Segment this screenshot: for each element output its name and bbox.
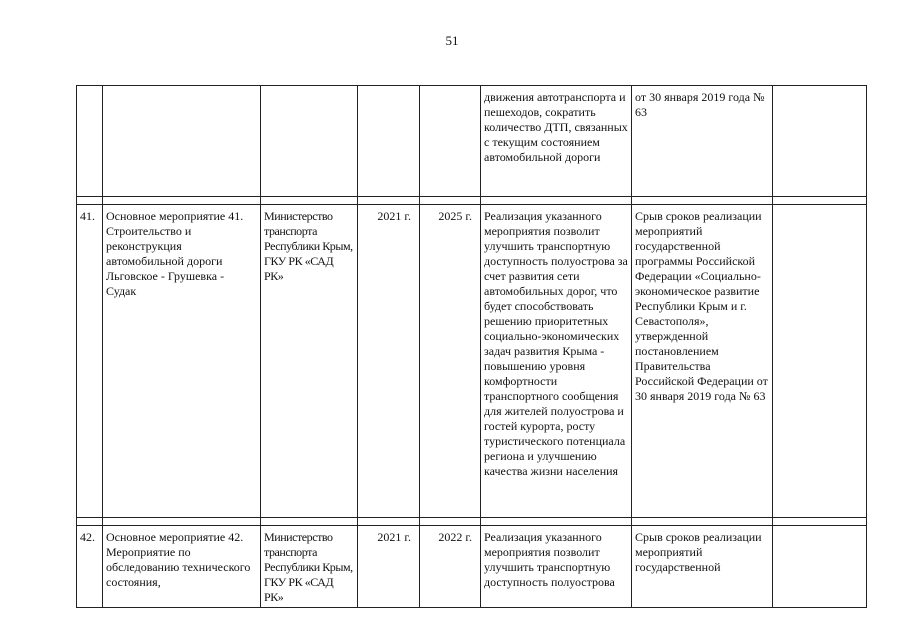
table-row [77,526,867,608]
cell-number: 42. [77,526,103,608]
cell-end [420,86,481,197]
cell-measure: Основное мероприятие 41. Строительство и реконструкция автомобильной дороги Льговское - Грушевка - Судак [103,205,261,518]
cell-result: Реализация указанного мероприятия позволит улучшить транспортную доступность полуострова за счет развития сети автомобильных дорог, что будет способствовать решению приоритетных социально-экономических задач развития Крыма - повышению уровня комфортности транспортного сообщения для жителей полуострова и гостей курорта, росту туристического потенциала региона и улучшению качества жизни населения [481,205,632,518]
row-gap [77,518,867,526]
table-row [77,86,867,197]
table-row [77,205,867,518]
cell-measure [103,86,261,197]
cell-result: движения автотранспорта и пешеходов, сократить количество ДТП, связанных с текущим состоянием автомобильной дороги [481,86,632,197]
cell-number: 41. [77,205,103,518]
cell-result: Реализация указанного мероприятия позволит улучшить транспортную доступность полуострова [481,526,632,608]
row-gap [77,197,867,205]
cell-start: 2021 г. [358,526,420,608]
cell-measure: Основное мероприятие 42. Мероприятие по обследованию технического состояния, [103,526,261,608]
cell-extra [773,205,867,518]
cell-risk: Срыв сроков реализации мероприятий государственной программы Российской Федерации «Социально-экономическое развитие Республики Крым и г. Севастополя», утвержденной постановлением Правительства Российской Федерации от 30 января 2019 года № 63 [632,205,773,518]
measures-table [76,85,867,608]
cell-executor: Министерство транспорта Республики Крым, ГКУ РК «САД РК» [261,205,358,518]
cell-executor [261,86,358,197]
cell-end: 2022 г. [420,526,481,608]
cell-start: 2021 г. [358,205,420,518]
cell-number [77,86,103,197]
cell-extra [773,86,867,197]
cell-start [358,86,420,197]
page-number: 51 [445,33,459,48]
cell-end: 2025 г. [420,205,481,518]
cell-risk: от 30 января 2019 года № 63 [632,86,773,197]
cell-extra [773,526,867,608]
cell-risk: Срыв сроков реализации мероприятий государственной [632,526,773,608]
cell-executor: Министерство транспорта Республики Крым, ГКУ РК «САД РК» [261,526,358,608]
